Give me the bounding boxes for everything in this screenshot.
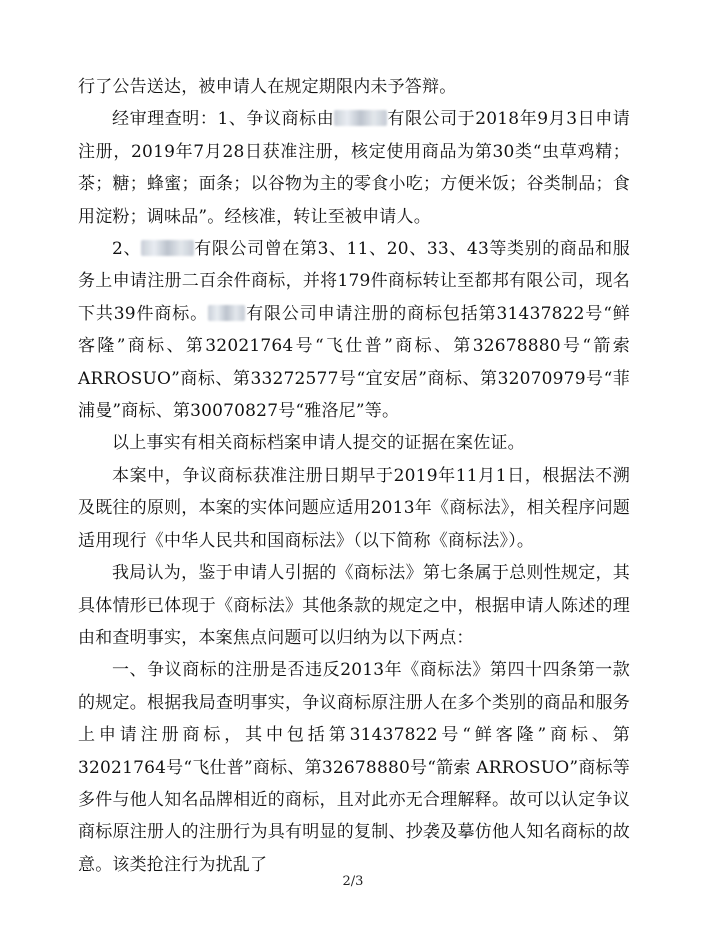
text-segment: 有限公司曾在第3、11、20、33、43等类别的商品和服务上申请注册二百余件商标，并将179件商标转让至都邦有限公司，现名下共39件商标。 xyxy=(78,239,630,324)
paragraph xyxy=(78,557,630,654)
text-segment: 以上事实有相关商标档案申请人提交的证据在案佐证。 xyxy=(112,433,525,454)
redacted-text-blur xyxy=(141,240,194,256)
text-segment: 一、争议商标的注册是否违反2013年《商标法》第四十四条第一款的规定。根据我局查明事实，争议商标原注册人在多个类别的商品和服务上申请注册商标，其中包括第31437822号“鲜客隆”商标、第32021764号“飞仕普”商标、第32678880号“箭索 ARROSUO”商标等多件与他人知名品牌相近的商标，且对此亦无合理解释。故可以认定争议商标原注册人的注册行为具有明显的复制、抄袭及摹仿他人知名商标的故意。该类抢注行为扰乱了 xyxy=(78,660,630,875)
text-segment: 有限公司申请注册的商标包括第31437822号“鲜客隆”商标、第32021764号“飞仕普”商标、第32678880号“箭索 ARROSUO”商标、第33272577号“宜安居”商标、第32070979号“菲浦曼”商标、第30070827号“雅洛尼”等。 xyxy=(78,303,631,422)
paragraph xyxy=(78,71,630,103)
paragraph xyxy=(78,103,630,233)
text-segment: 2、 xyxy=(112,239,142,260)
text-segment: 本案中，争议商标获准注册日期早于2019年11月1日，根据法不溯及既往的原则，本案的实体问题应适用2013年《商标法》，相关程序问题适用现行《中华人民共和国商标法》（以下简称《商标法》）。 xyxy=(78,465,630,551)
text-segment: 有限公司于2018年9月3日申请注册，2019年7月28日获准注册，核定使用商品为第30类“虫草鸡精；茶；糖；蜂蜜；面条；以谷物为主的零食小吃；方便米饭；谷类制品；食用淀粉；调味品”。经核准，转让至被申请人。 xyxy=(78,109,630,227)
paragraph xyxy=(78,427,630,459)
paragraph xyxy=(78,460,630,557)
text-segment: 我局认为，鉴于申请人引据的《商标法》第七条属于总则性规定，其具体情形已体现于《商标法》其他条款的规定之中，根据申请人陈述的理由和查明事实，本案焦点问题可以归纳为以下两点： xyxy=(78,563,630,648)
text-segment: 经审理查明：1、争议商标由 xyxy=(112,109,335,130)
redacted-text-blur xyxy=(334,110,387,126)
document-body xyxy=(78,71,630,881)
paragraph xyxy=(78,233,630,427)
paragraph xyxy=(78,654,630,881)
text-segment: 行了公告送达，被申请人在规定期限内未予答辩。 xyxy=(78,77,457,97)
redacted-text-blur xyxy=(208,305,245,321)
page-number: 2/3 xyxy=(342,874,364,889)
